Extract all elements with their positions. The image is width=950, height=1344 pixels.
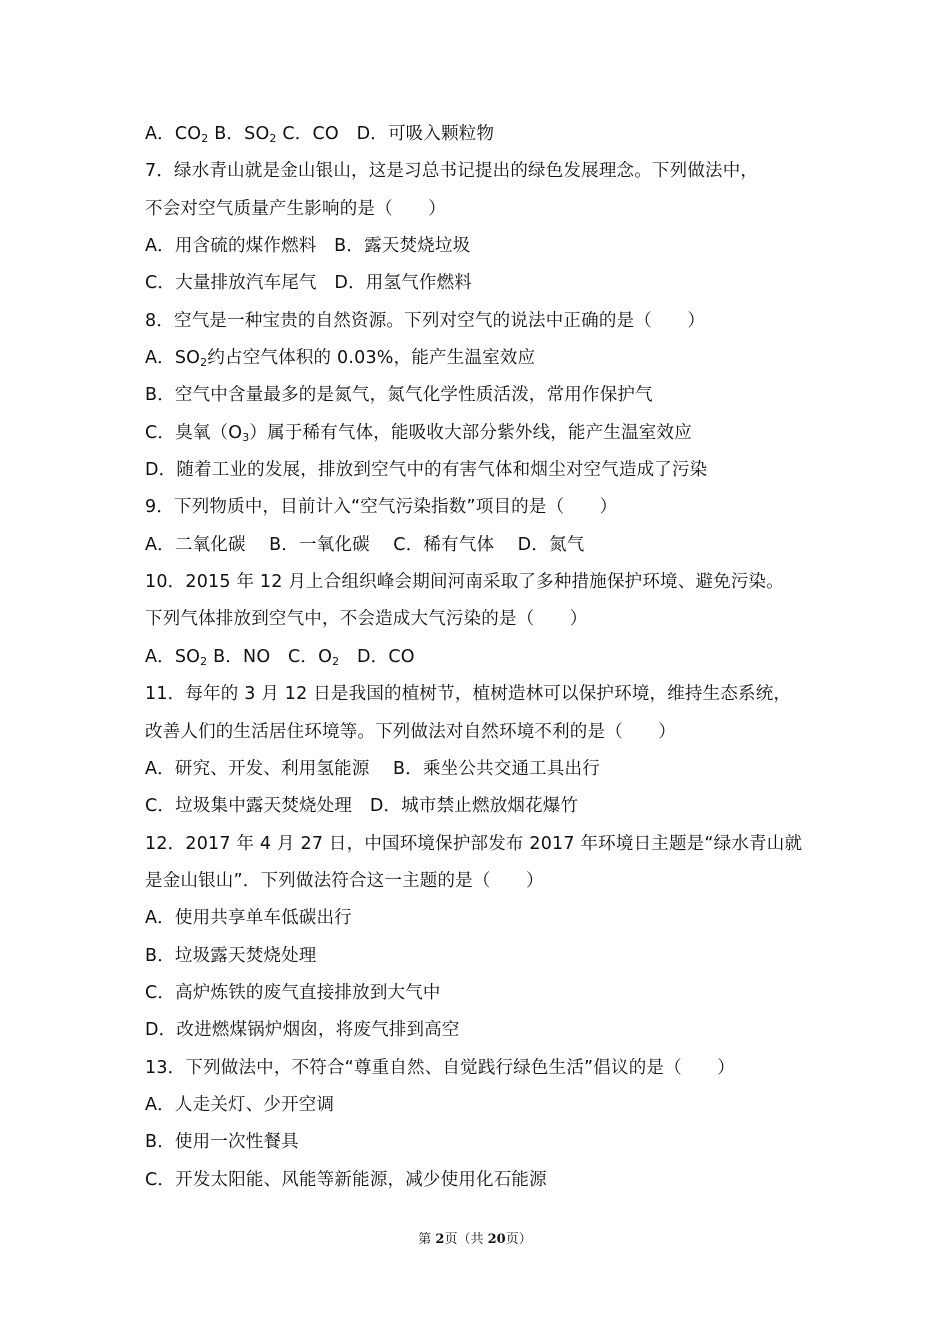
text-line (145, 532, 825, 569)
text-segment: A．二氧化碳 B．一氧化碳 C．稀有气体 D．氮气 (145, 534, 585, 555)
text-segment: C．开发太阳能、风能等新能源，减少使用化石能源 (145, 1169, 547, 1190)
text-line (145, 1017, 825, 1054)
text-line (145, 569, 825, 606)
text-line (145, 196, 825, 233)
text-line (145, 1055, 825, 1092)
text-segment: ）属于稀有气体，能吸收大部分紫外线，能产生温室效应 (249, 422, 692, 443)
text-segment: A．研究、开发、利用氢能源 B．乘坐公共交通工具出行 (145, 758, 600, 779)
text-segment: 是金山银山”．下列做法符合这一主题的是（ ） (145, 870, 544, 891)
text-line (145, 943, 825, 980)
text-line (145, 868, 825, 905)
text-line (145, 831, 825, 868)
subscript: 2 (332, 654, 340, 668)
text-line (145, 308, 825, 345)
text-line (145, 382, 825, 419)
text-line (145, 719, 825, 756)
text-line (145, 905, 825, 942)
text-segment: A．SO (145, 646, 201, 667)
footer-total-pages: 20 (487, 1232, 506, 1247)
text-line (145, 158, 825, 195)
text-line (145, 420, 825, 457)
text-segment: B．使用一次性餐具 (145, 1132, 299, 1153)
footer-page-number: 2 (435, 1232, 445, 1247)
subscript: 2 (200, 654, 208, 668)
text-segment: 不会对空气质量产生影响的是（ ） (145, 198, 446, 219)
text-line (145, 606, 825, 643)
text-segment: A．人走关灯、少开空调 (145, 1094, 335, 1115)
text-line (145, 345, 825, 382)
text-line (145, 644, 825, 681)
text-segment: C．高炉炼铁的废气直接排放到大气中 (145, 982, 441, 1003)
text-segment: 下列气体排放到空气中，不会造成大气污染的是（ ） (145, 609, 588, 630)
text-segment: 8．空气是一种宝贵的自然资源。下列对空气的说法中正确的是（ ） (145, 310, 706, 331)
text-segment: A．SO (145, 348, 201, 369)
text-segment: B．空气中含量最多的是氮气，氮气化学性质活泼，常用作保护气 (145, 385, 653, 406)
text-segment: 9．下列物质中，目前计入“空气污染指数”项目的是（ ） (145, 497, 618, 518)
text-segment: B．SO (208, 124, 270, 144)
text-line (145, 233, 825, 270)
text-segment: B．NO C．O (207, 646, 333, 667)
text-segment: 11．每年的 3 月 12 日是我国的植树节，植树造林可以保护环境，维持生态系统， (145, 684, 792, 705)
text-line (145, 1129, 825, 1166)
text-segment: A．使用共享单车低碳出行 (145, 908, 352, 929)
text-segment: 10．2015 年 12 月上合组织峰会期间河南采取了多种措施保护环境、避免污染。 (145, 572, 784, 593)
text-segment: A．CO (145, 124, 202, 144)
text-segment: B．垃圾露天焚烧处理 (145, 945, 317, 966)
subscript: 2 (269, 132, 277, 145)
text-segment: D．改进燃煤锅炉烟囱，将废气排到高空 (145, 1020, 460, 1041)
subscript: 2 (201, 132, 209, 145)
text-segment: C．大量排放汽车尾气 D．用氢气作燃料 (145, 273, 472, 294)
text-segment: C．CO D．可吸入颗粒物 (276, 124, 495, 144)
text-line (145, 756, 825, 793)
text-line (145, 1167, 825, 1204)
text-segment: C．臭氧（O (145, 422, 243, 443)
footer-suffix: 页） (505, 1232, 532, 1247)
text-segment: D．随着工业的发展，排放到空气中的有害气体和烟尘对空气造成了污染 (145, 460, 708, 481)
text-line (145, 793, 825, 830)
subscript: 2 (200, 356, 208, 370)
text-segment: 12．2017 年 4 月 27 日，中国环境保护部发布 2017 年环境日主题是“绿水青山就 (145, 833, 803, 854)
text-line (145, 1092, 825, 1129)
text-segment: 约占空气体积的 0.03%，能产生温室效应 (207, 348, 536, 369)
text-segment: 改善人们的生活居住环境等。下列做法对自然环境不利的是（ ） (145, 721, 676, 742)
text-line (145, 270, 825, 307)
text-line (145, 457, 825, 494)
subscript: 3 (242, 430, 250, 444)
document-body (145, 121, 825, 1204)
text-segment: A．用含硫的煤作燃料 B．露天焚烧垃圾 (145, 236, 471, 257)
text-segment: D．CO (339, 646, 415, 667)
page-footer (0, 1228, 950, 1247)
text-segment: C．垃圾集中露天焚烧处理 D．城市禁止燃放烟花爆竹 (145, 796, 579, 817)
text-line (145, 494, 825, 531)
text-segment: 13．下列做法中，不符合“尊重自然、自觉践行绿色生活”倡议的是（ ） (145, 1057, 735, 1078)
footer-prefix: 第 (418, 1232, 436, 1247)
text-segment: 7．绿水青山就是金山银山，这是习总书记提出的绿色发展理念。下列做法中， (145, 161, 759, 182)
footer-middle: 页（共 (444, 1232, 488, 1247)
text-line (145, 121, 825, 158)
text-line (145, 980, 825, 1017)
text-line (145, 681, 825, 718)
